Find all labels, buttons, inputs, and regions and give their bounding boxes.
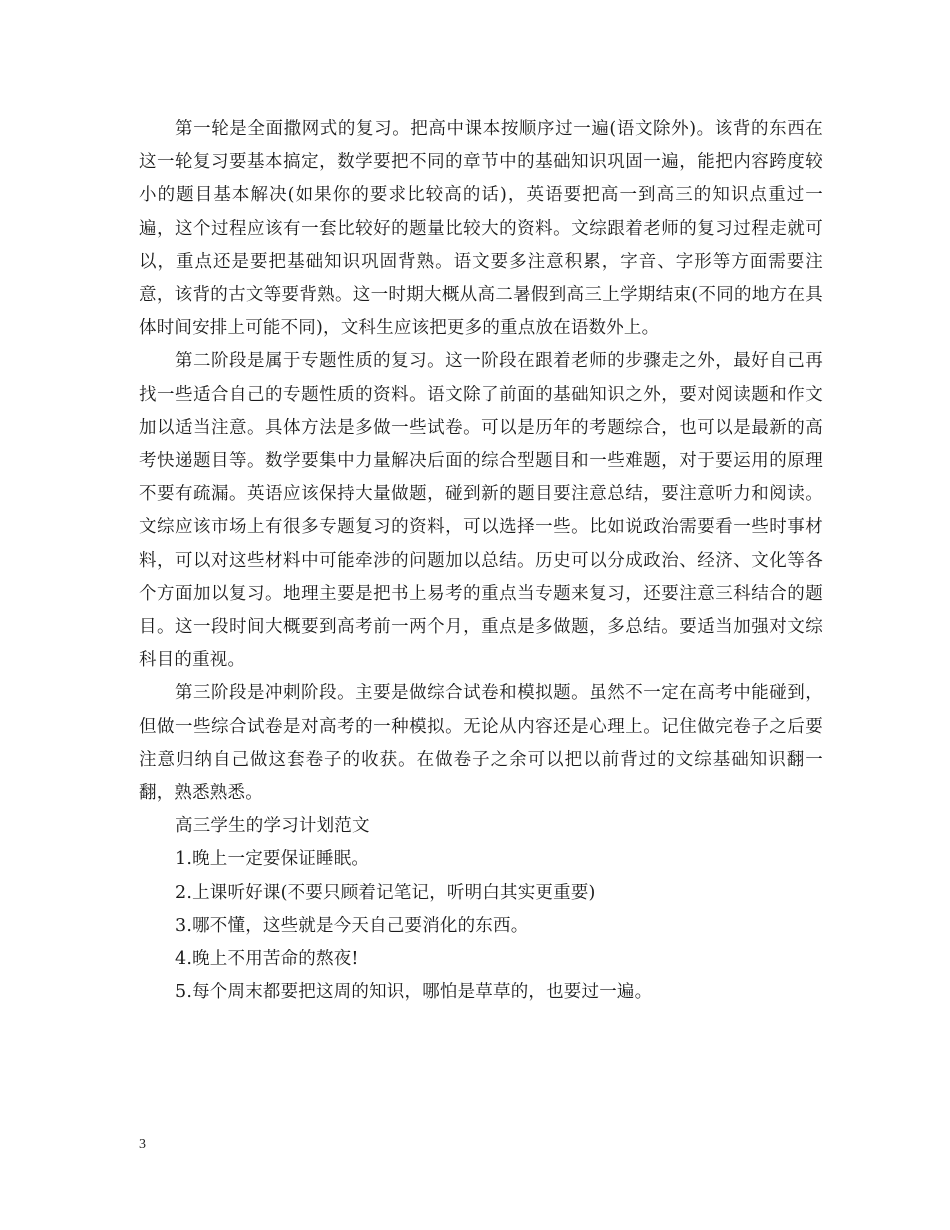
list-item: 5.每个周末都要把这周的知识，哪怕是草草的，也要过一遍。 [175,982,653,1003]
document-body [139,113,823,1009]
paragraph-second-stage: 第二阶段是属于专题性质的复习。这一阶段在跟着老师的步骤走之外，最好自己再找一些适合自己的专题性质的资料。语文除了前面的基础知识之外，要对阅读题和作文加以适当注意。具体方法是多做一些试卷。可以是历年的考题综合，也可以是最新的高考快递题目等。数学要集中力量解决后面的综合型题目和一些难题，对于要运用的原理不要有疏漏。英语应该保持大量做题，碰到新的题目要注意总结，要注意听力和阅读。文综应该市场上有很多专题复习的资料，可以选择一些。比如说政治需要看一些时事材料，可以对这些材料中可能牵涉的问题加以总结。历史可以分成政治、经济、文化等各个方面加以复习。地理主要是把书上易考的重点当专题来复习，还要注意三科结合的题目。这一段时间大概要到高考前一两个月，重点是多做题，多总结。要适当加强对文综科目的重视。 [139,351,823,671]
page-number: 3 [139,1137,146,1152]
list-item: 4.晚上不用苦命的熬夜! [175,949,359,970]
list-item: 1.晚上一定要保证睡眠。 [175,849,370,870]
list-item: 2.上课听好课(不要只顾着记笔记，听明白其实更重要) [175,882,596,903]
list-item: 3.哪不懂，这些就是今天自己要消化的东西。 [175,915,529,936]
paragraph-first-round: 第一轮是全面撒网式的复习。把高中课本按顺序过一遍(语文除外)。该背的东西在这一轮复习要基本搞定，数学要把不同的章节中的基础知识巩固一遍，能把内容跨度较小的题目基本解决(如果你的要求比较高的话)，英语要把高一到高三的知识点重过一遍，这个过程应该有一套比较好的题量比较大的资料。文综跟着老师的复习过程走就可以，重点还是要把基础知识巩固背熟。语文要多注意积累，字音、字形等方面需要注意，该背的古文等要背熟。这一时期大概从高二暑假到高三上学期结束(不同的地方在具体时间安排上可能不同)，文科生应该把更多的重点放在语数外上。 [139,119,823,339]
section-title: 高三学生的学习计划范文 [175,816,370,837]
paragraph-third-stage: 第三阶段是冲刺阶段。主要是做综合试卷和模拟题。虽然不一定在高考中能碰到，但做一些综合试卷是对高考的一种模拟。无论从内容还是心理上。记住做完卷子之后要注意归纳自己做这套卷子的收获。在做卷子之余可以把以前背过的文综基础知识翻一翻，熟悉熟悉。 [139,683,823,804]
